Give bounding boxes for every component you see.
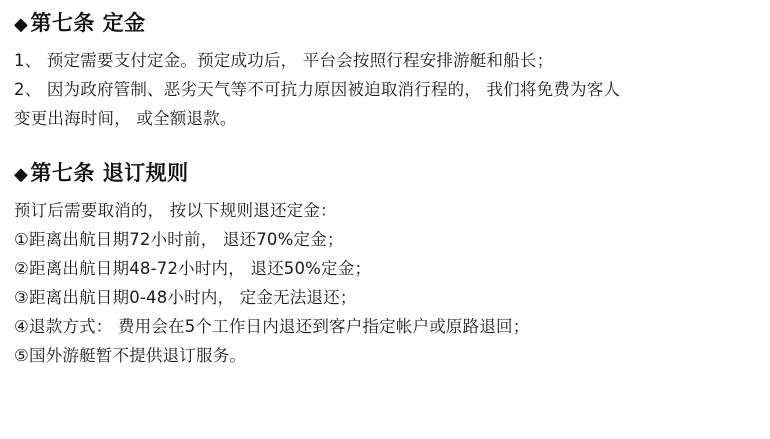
paragraph-line: 2、 因为政府管制、恶劣天气等不可抗力原因被迫取消行程的， 我们将免费为客人 [14,80,621,100]
section-deposit [14,10,756,134]
paragraph-line: ④退款方式： 费用会在5个工作日内退还到客户指定帐户或原路退回； [14,316,530,336]
paragraph-line: ②距离出航日期48-72小时内， 退还50%定金； [14,258,372,278]
section-spacer [14,134,756,160]
section-heading-cancellation [14,160,756,187]
paragraph-line: ⑤国外游艇暂不提供退订服务。 [14,345,247,365]
paragraph-line: 1、 预定需要支付定金。预定成功后， 平台会按照行程安排游艇和船长； [14,51,554,71]
paragraph-line: 变更出海时间， 或全额退款。 [14,109,237,129]
section-heading-text: 第七条 退订规则 [30,160,189,185]
section-heading-text: 第七条 定金 [30,11,146,35]
diamond-bullet-icon: ◆ [14,163,29,185]
section-body-deposit [14,47,756,134]
section-cancellation [14,160,756,371]
section-body-cancellation [14,197,756,370]
diamond-bullet-icon: ◆ [14,14,29,35]
paragraph-line: ①距离出航日期72小时前， 退还70%定金； [14,230,344,250]
paragraph-line: 预订后需要取消的， 按以下规则退还定金： [14,201,337,221]
paragraph-line: ③距离出航日期0-48小时内， 定金无法退还； [14,287,357,307]
section-heading-deposit [14,10,756,37]
